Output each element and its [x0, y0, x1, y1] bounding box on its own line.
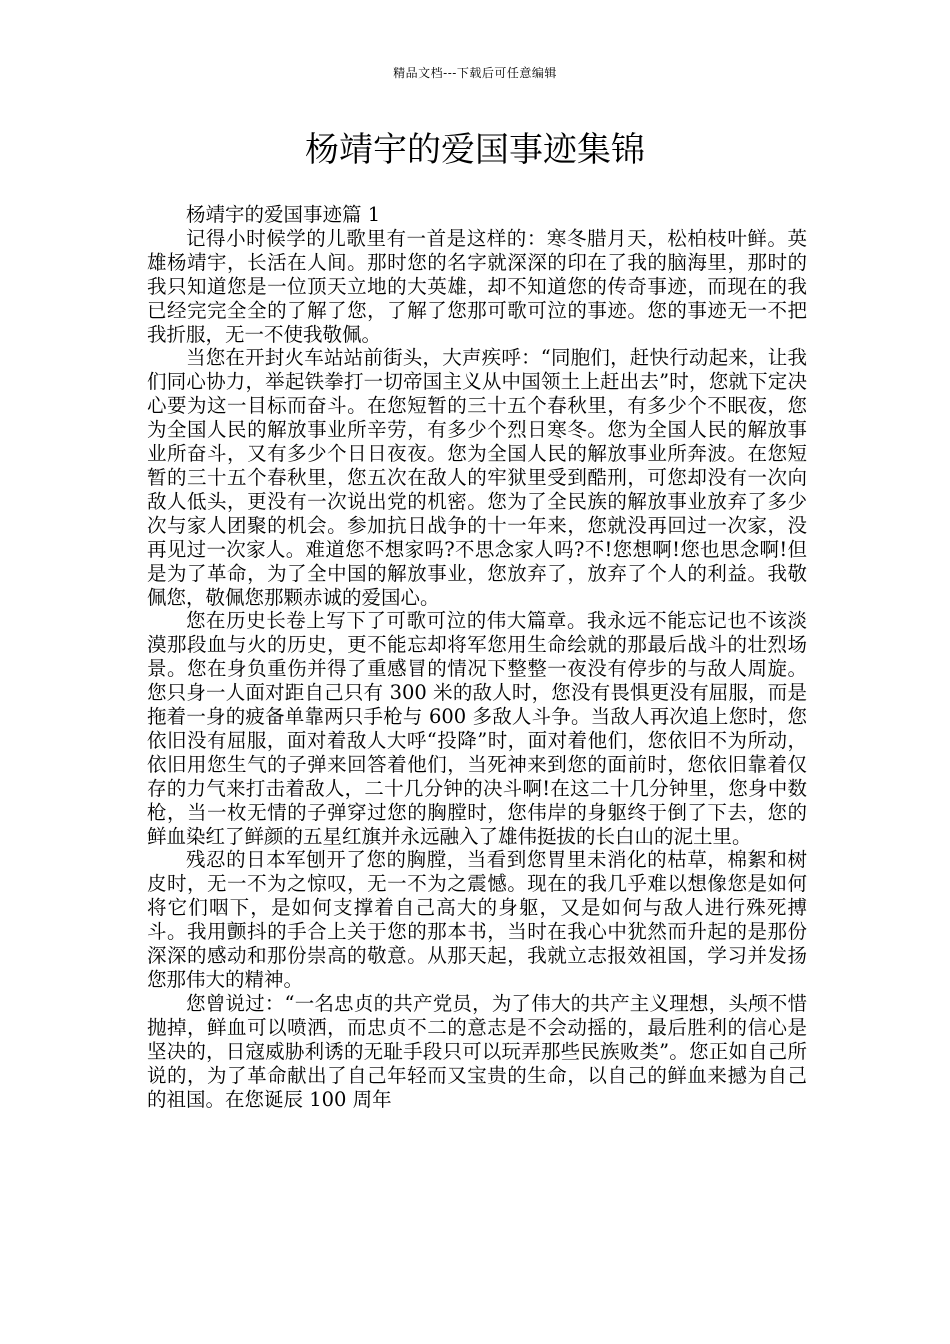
body-paragraph: 您在历史长卷上写下了可歌可泣的伟大篇章。我永远不能忘记也不该淡漠那段血与火的历史，更不能忘却将军您用生命绘就的那最后战斗的壮烈场景。您在身负重伤并得了重感冒的情况下整整一夜没有停步的与敌人周旋。您只身一人面对距自己只有 300 米的敌人时，您没有畏惧更没有屈服，而是拖着一身的疲备单靠两只手枪与 600 多敌人斗争。当敌人再次追上您时，您依旧没有屈服，面对着敌人大呼“投降”时，面对着他们，您依旧不为所动，依旧用您生气的子弹来回答着他们，当死神来到您的面前时，您依旧靠着仅存的力气来打击着敌人，二十几分钟的决斗啊!在这二十几分钟里，您身中数枪，当一枚无情的子弹穿过您的胸膛时，您伟岸的身躯终于倒了下去，您的鲜血染红了鲜颜的五星红旗并永远融入了雄伟挺拔的长白山的泥土里。	[147, 609, 807, 848]
section-heading: 杨靖宇的爱国事迹篇 1	[186, 203, 381, 226]
body-paragraph: 残忍的日本军刨开了您的胸膛，当看到您胃里未消化的枯草，棉絮和树皮时，无一不为之惊叹，无一不为之震憾。现在的我几乎难以想像您是如何将它们咽下，是如何支撑着自己高大的身躯，又是如何与敌人进行殊死搏斗。我用颤抖的手合上关于您的那本书，当时在我心中犹然而升起的是那份深深的感动和那份崇高的敬意。从那天起，我就立志报效祖国，学习并发扬您那伟大的精神。	[147, 848, 807, 991]
document-body	[147, 203, 807, 1111]
body-paragraph: 记得小时候学的儿歌里有一首是这样的：寒冬腊月天，松柏枝叶鲜。英雄杨靖宇，长活在人间。那时您的名字就深深的印在了我的脑海里，那时的我只知道您是一位顶天立地的大英雄，却不知道您的传奇事迹，而现在的我已经完完全全的了解了您，了解了您那可歌可泣的事迹。您的事迹无一不把我折服，无一不使我敬佩。	[147, 226, 807, 346]
body-paragraph: 当您在开封火车站站前街头，大声疾呼：“同胞们，赶快行动起来，让我们同心协力，举起铁拳打一切帝国主义从中国领土上赶出去”时，您就下定决心要为这一目标而奋斗。在您短暂的三十五个春秋里，有多少个不眠夜，您为全国人民的解放事业所辛劳，有多少个烈日寒冬。您为全国人民的解放事业所奋斗，又有多少个日日夜夜。您为全国人民的解放事业所奔波。在您短暂的三十五个春秋里，您五次在敌人的牢狱里受到酷刑，可您却没有一次向敌人低头，更没有一次说出党的机密。您为了全民族的解放事业放弃了多少次与家人团聚的机会。参加抗日战争的十一年来，您就没再回过一次家，没再见过一次家人。难道您不想家吗?不思念家人吗?不!您想啊!您也思念啊!但是为了革命，为了全中国的解放事业，您放弃了，放弃了个人的利益。我敬佩您，敬佩您那颗赤诚的爱国心。	[147, 346, 807, 609]
body-paragraph: 您曾说过：“一名忠贞的共产党员，为了伟大的共产主义理想，头颅不惜抛掉，鲜血可以喷洒，而忠贞不二的意志是不会动摇的，最后胜利的信心是坚决的，日寇威胁利诱的无耻手段只可以玩弄那些民族败类”。您正如自己所说的，为了革命献出了自己年轻而又宝贵的生命，以自己的鲜血来撼为自己的祖国。在您诞辰 100 周年	[147, 991, 807, 1111]
header-note: 精品文档---下载后可任意编辑	[393, 66, 557, 80]
document-title: 杨靖宇的爱国事迹集锦	[305, 130, 645, 170]
